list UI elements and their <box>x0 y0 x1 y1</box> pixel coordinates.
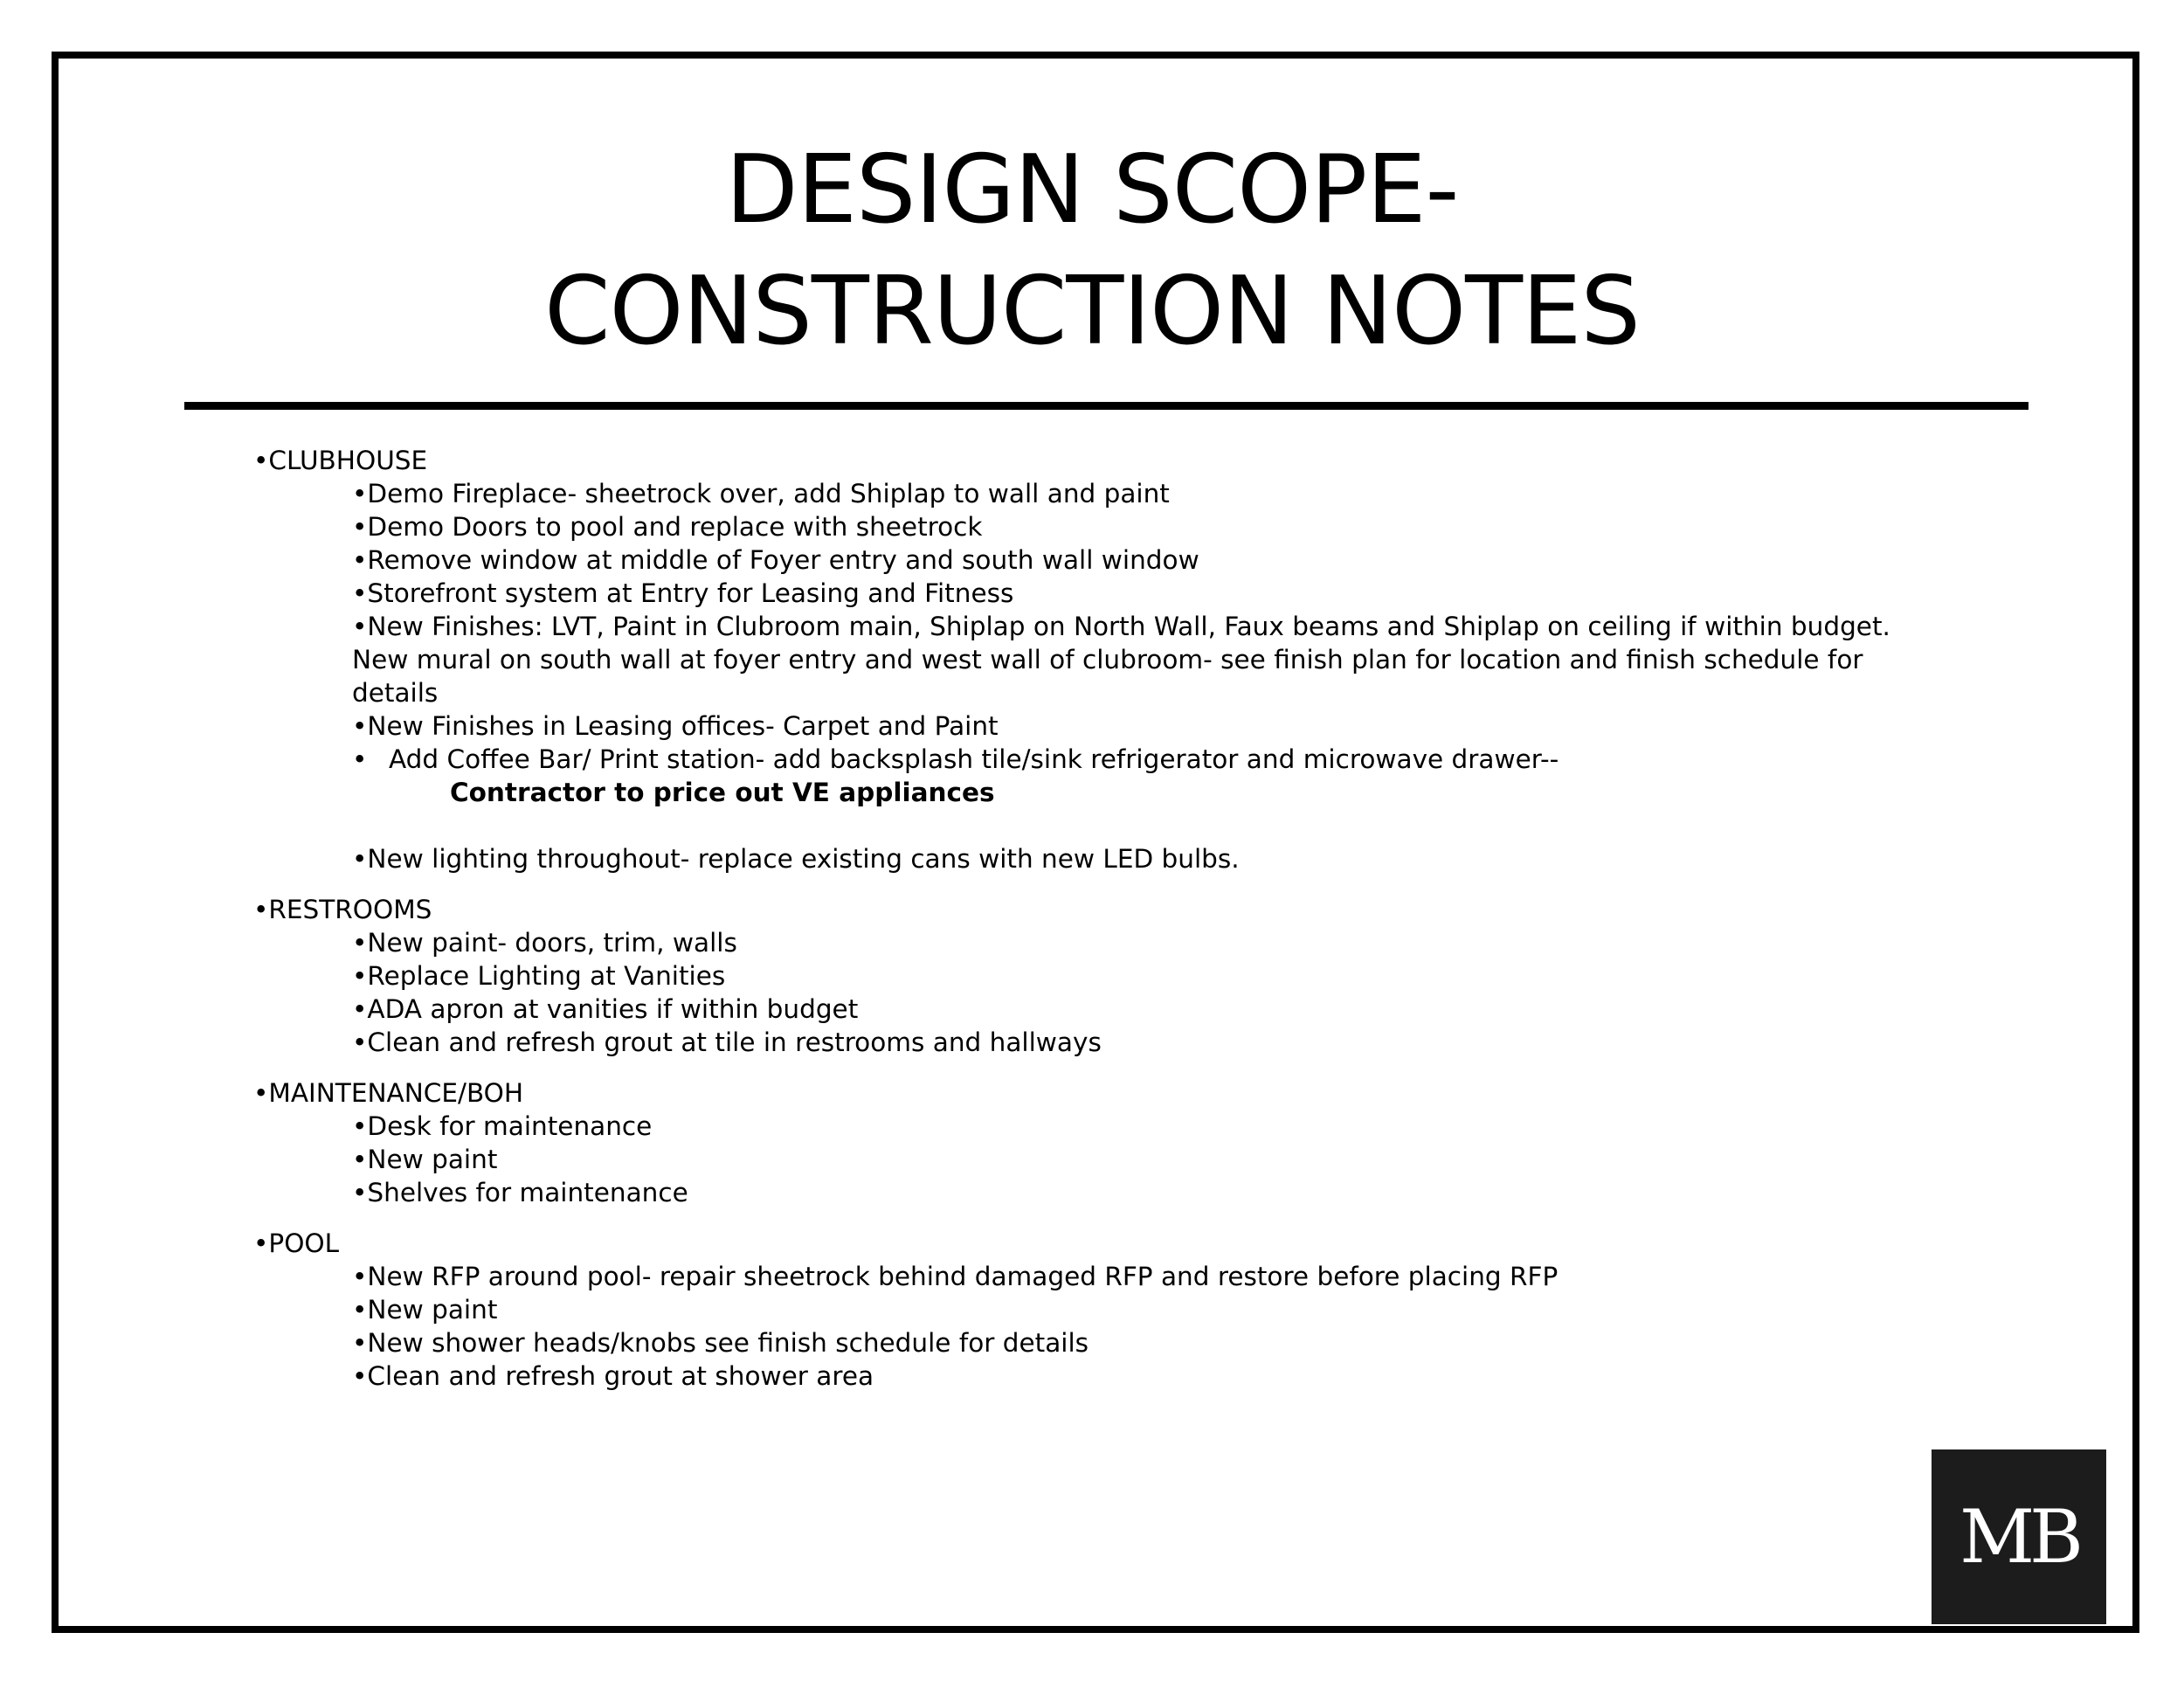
section-heading: •CLUBHOUSE <box>253 446 428 475</box>
list-item: •New lighting throughout- replace existing cans with new LED bulbs. <box>352 844 1240 874</box>
page-title <box>0 129 2184 372</box>
list-item: •New Finishes: LVT, Paint in Clubroom main, Shiplap on North Wall, Faux beams and Shiplap on ceiling if within budget. New mural on south wall at foyer entry and west wall of clubroom- see finish plan for location and finish schedule for details <box>352 612 1890 708</box>
section-restrooms <box>253 893 1913 1059</box>
list-item: •ADA apron at vanities if within budget <box>352 994 859 1024</box>
section-clubhouse <box>253 444 1913 875</box>
list-item: •Demo Fireplace- sheetrock over, add Shiplap to wall and paint <box>352 479 1170 508</box>
title-line-2: CONSTRUCTION NOTES <box>544 257 1640 366</box>
list-item: •Clean and refresh grout at shower area <box>352 1361 874 1391</box>
list-item: •New shower heads/knobs see finish schedule for details <box>352 1328 1089 1358</box>
list-item-coffee-bar <box>253 743 1913 776</box>
section-heading: •POOL <box>253 1228 340 1258</box>
section-pool <box>253 1227 1913 1393</box>
contractor-note: Contractor to price out VE appliances <box>450 778 995 807</box>
list-item: •New paint- doors, trim, walls <box>352 928 737 958</box>
notes-content <box>253 444 1913 1393</box>
list-item-text: Add Coffee Bar/ Print station- add backsplash tile/sink refrigerator and microwave drawer-- <box>389 744 1559 774</box>
list-item: •Storefront system at Entry for Leasing and Fitness <box>352 578 1014 608</box>
list-item: •Clean and refresh grout at tile in restrooms and hallways <box>352 1027 1102 1057</box>
title-divider <box>184 402 2028 410</box>
bullet-glyph: • <box>352 744 368 774</box>
title-line-1: DESIGN SCOPE- <box>725 135 1459 245</box>
logo-text: MB <box>1959 1494 2078 1580</box>
list-item: •New Finishes in Leasing offices- Carpet and Paint <box>352 711 999 741</box>
section-heading: •RESTROOMS <box>253 895 432 924</box>
list-item: •Desk for maintenance <box>352 1111 653 1141</box>
list-item: •Remove window at middle of Foyer entry and south wall window <box>352 545 1199 575</box>
list-item: •New paint <box>352 1295 498 1325</box>
section-heading: •MAINTENANCE/BOH <box>253 1078 524 1108</box>
section-maintenance <box>253 1076 1913 1209</box>
list-item: •Shelves for maintenance <box>352 1178 688 1207</box>
blank-line <box>253 809 1913 842</box>
list-item: •New paint <box>352 1145 498 1174</box>
list-item: •Demo Doors to pool and replace with sheetrock <box>352 512 983 542</box>
mb-logo <box>1932 1449 2106 1624</box>
list-item: •Replace Lighting at Vanities <box>352 961 726 991</box>
list-item: •New RFP around pool- repair sheetrock behind damaged RFP and restore before placing RFP <box>352 1262 1559 1291</box>
